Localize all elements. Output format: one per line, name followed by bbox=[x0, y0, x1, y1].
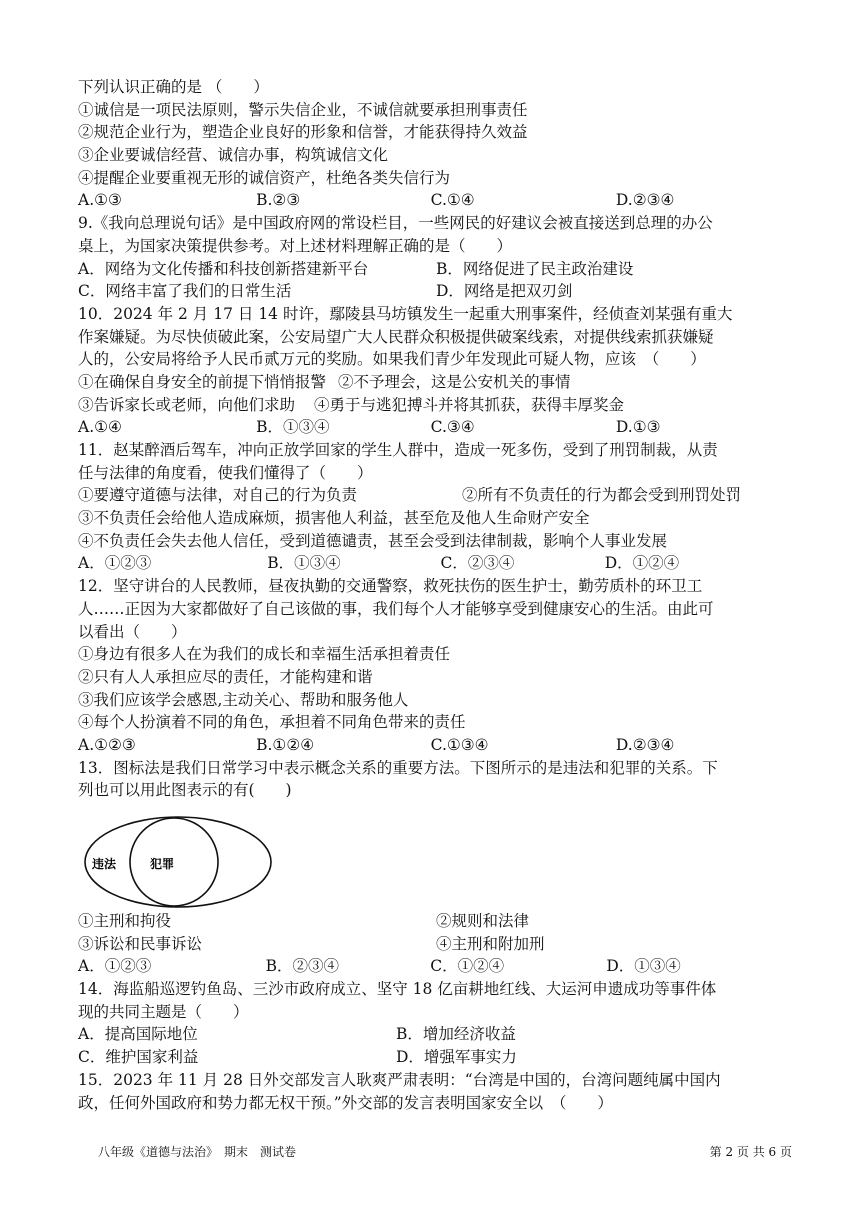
q8-option-c: C.①④ bbox=[430, 191, 475, 210]
q13-item-3: ③诉讼和民事诉讼 bbox=[78, 934, 203, 953]
q8-option-a: A.①③ bbox=[78, 191, 122, 210]
q14-options-row-1 bbox=[78, 1023, 794, 1046]
venn-label-crime: 犯罪 bbox=[150, 857, 175, 871]
q11-line-2: 任与法律的角度看，使我们懂得了（ ） bbox=[78, 463, 373, 482]
q11-option-c: C．②③④ bbox=[440, 554, 515, 573]
q14-line-1: 14．海监船巡逻钓鱼岛、三沙市政府成立、坚守 18 亿亩耕地红线、大运河申遗成功等事件体 bbox=[78, 980, 717, 999]
q8-options bbox=[78, 189, 794, 212]
q14-option-c: C．维护国家利益 bbox=[78, 1048, 199, 1067]
q10-line-3: 人的，公安局将给予人民币贰万元的奖励。如果我们青少年发现此可疑人物，应该 （ ） bbox=[78, 350, 706, 369]
q12-item-3: ③我们应该学会感恩,主动关心、帮助和服务他人 bbox=[78, 690, 409, 709]
q12-line-1: 12．坚守讲台的人民教师，昼夜执勤的交通警察，救死扶伤的医生护士，勤劳质朴的环卫工 bbox=[78, 577, 703, 596]
q12-item-1: ①身边有很多人在为我们的成长和幸福生活承担着责任 bbox=[78, 645, 451, 664]
q14-options-row-2 bbox=[78, 1046, 794, 1069]
q10-option-d: D.①③ bbox=[615, 418, 661, 437]
q14-option-a: A．提高国际地位 bbox=[78, 1025, 198, 1044]
q10-option-a: A.①④ bbox=[78, 418, 122, 437]
q12-option-c: C.①③④ bbox=[430, 735, 489, 754]
q8-option-d: D.②③④ bbox=[615, 191, 675, 210]
q11-option-a: A．①②③ bbox=[78, 554, 152, 573]
q12-options bbox=[78, 734, 794, 757]
venn-diagram bbox=[78, 802, 278, 910]
q13-item-1: ①主刑和拘役 bbox=[78, 912, 172, 930]
q13-line-1: 13．图标法是我们日常学习中表示概念关系的重要方法。下图所示的是违法和犯罪的关系。下 bbox=[78, 758, 718, 777]
q8-item-1: ①诚信是一项民法原则，警示失信企业，不诚信就要承担刑事责任 bbox=[78, 100, 528, 119]
q10-line-2: 作案嫌疑。为尽快侦破此案，公安局望广大人民群众积极提供破案线索，对提供线索抓获嫌疑 bbox=[78, 327, 714, 346]
q12-item-2: ②只有人人承担应尽的责任，才能构建和谐 bbox=[78, 667, 373, 686]
q13-venn-figure bbox=[78, 802, 794, 910]
q13-line-2: 列也可以用此图表示的有( ) bbox=[78, 781, 292, 800]
q13-items-row-2 bbox=[78, 933, 794, 956]
q13-item-4: ④主刑和附加刑 bbox=[436, 934, 545, 953]
q14-line-2: 现的共同主题是（ ） bbox=[78, 1002, 249, 1021]
q13-option-c: C．①②④ bbox=[430, 957, 505, 976]
q10-items-row-1 bbox=[78, 371, 794, 394]
q10-line-1: 10．2024 年 2 月 17 日 14 时许，鄢陵县马坊镇发生一起重大刑事案件，经侦查刘某强有重大 bbox=[78, 304, 733, 323]
q8-item-4: ④提醒企业要重视无形的诚信资产，杜绝各类失信行为 bbox=[78, 168, 451, 187]
q12-option-a: A.①②③ bbox=[78, 735, 136, 754]
q10-item-3: ③告诉家长或老师，向他们求助 bbox=[78, 395, 296, 414]
q9-line-2: 桌上，为国家决策提供参考。对上述材料理解正确的是（ ） bbox=[78, 236, 513, 255]
q10-item-1: ①在确保自身安全的前提下悄悄报警 bbox=[78, 372, 327, 391]
q15-line-2: 政，任何外国政府和势力都无权干预。”外交部的发言表明国家安全以 （ ） bbox=[78, 1093, 613, 1112]
q9-option-b: B．网络促进了民主政治建设 bbox=[436, 259, 634, 278]
q13-item-2: ②规则和法律 bbox=[436, 912, 530, 930]
footer-title: 八年级《道德与法治》 期末 测试卷 bbox=[98, 1145, 297, 1159]
q14-option-b: B．增加经济收益 bbox=[396, 1025, 516, 1044]
q8-item-2: ②规范企业行为，塑造企业良好的形象和信誉，才能获得持久效益 bbox=[78, 123, 528, 142]
q12-line-3: 以看出（ ） bbox=[78, 622, 187, 641]
q13-option-b: B．②③④ bbox=[265, 957, 340, 976]
footer-page-number: 第 2 页 共 6 页 bbox=[709, 1145, 792, 1159]
q11-item-4: ④不负责任会失去他人信任，受到道德谴责，甚至会受到法律制裁，影响个人事业发展 bbox=[78, 531, 668, 550]
q11-item-1: ①要遵守道德与法律，对自己的行为负责 bbox=[78, 486, 358, 505]
q13-option-d: D．①③④ bbox=[606, 957, 681, 976]
q10-option-b: B．①③④ bbox=[256, 418, 330, 437]
q10-items-row-2 bbox=[78, 394, 794, 417]
q9-line-1: 9.《我向总理说句话》是中国政府网的常设栏目，一些网民的好建议会被直接送到总理的办公 bbox=[78, 214, 713, 233]
q12-option-b: B.①②④ bbox=[256, 735, 315, 754]
q11-items-row-1 bbox=[78, 484, 794, 507]
q11-item-2: ②所有不负责任的行为都会受到刑罚处罚 bbox=[462, 486, 742, 505]
q11-option-d: D．①②④ bbox=[604, 554, 680, 573]
q12-option-d: D.②③④ bbox=[615, 735, 675, 754]
exam-page bbox=[78, 76, 794, 1114]
page-footer bbox=[98, 1143, 792, 1160]
q13-options bbox=[78, 955, 794, 978]
q9-option-a: A．网络为文化传播和科技创新搭建新平台 bbox=[78, 259, 369, 278]
q8-item-3: ③企业要诚信经营、诚信办事，构筑诚信文化 bbox=[78, 146, 389, 165]
q10-options bbox=[78, 416, 794, 439]
q10-item-2: ②不予理会，这是公安机关的事情 bbox=[338, 372, 571, 391]
q13-option-a: A．①②③ bbox=[78, 957, 152, 976]
q11-option-b: B．①③④ bbox=[267, 554, 341, 573]
q9-option-d: D．网络是把双刃剑 bbox=[436, 282, 573, 301]
q9-options-row-2 bbox=[78, 280, 794, 303]
q11-line-1: 11．赵某醉酒后驾车，冲向正放学回家的学生人群中，造成一死多伤，受到了刑罚制裁，从责 bbox=[78, 441, 718, 459]
q10-item-4: ④勇于与逃犯搏斗并将其抓获，获得丰厚奖金 bbox=[314, 395, 625, 414]
q11-item-3: ③不负责任会给他人造成麻烦，损害他人利益，甚至危及他人生命财产安全 bbox=[78, 509, 590, 528]
q9-option-c: C．网络丰富了我们的日常生活 bbox=[78, 282, 292, 301]
q8-stem: 下列认识正确的是 （ ） bbox=[78, 78, 269, 96]
q9-options-row-1 bbox=[78, 258, 794, 281]
venn-label-illegal: 违法 bbox=[92, 857, 117, 871]
q14-option-d: D．增强军事实力 bbox=[396, 1048, 517, 1067]
q15-line-1: 15．2023 年 11 月 28 日外交部发言人耿爽严肃表明：“台湾是中国的，台湾问题纯属中国内 bbox=[78, 1070, 721, 1089]
q13-items-row-1 bbox=[78, 910, 794, 933]
q12-item-4: ④每个人扮演着不同的角色，承担着不同角色带来的责任 bbox=[78, 713, 466, 732]
q11-options bbox=[78, 552, 794, 575]
q8-option-b: B.②③ bbox=[256, 191, 301, 210]
q10-option-c: C.③④ bbox=[430, 418, 475, 437]
q12-line-2: 人……正因为大家都做好了自己该做的事，我们每个人才能够享受到健康安心的生活。由此可 bbox=[78, 599, 714, 618]
